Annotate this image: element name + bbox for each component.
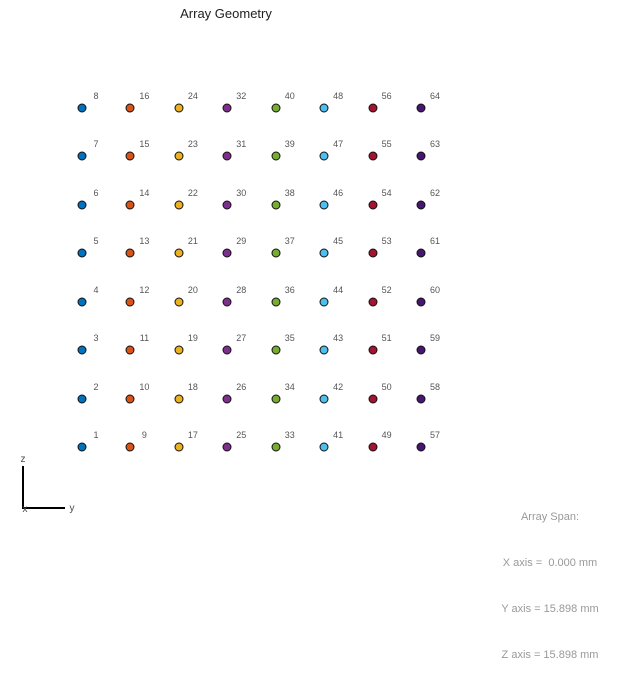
array-element-number: 63 (429, 139, 441, 150)
array-element-marker (223, 443, 232, 452)
axis-triad (0, 440, 95, 520)
array-element-number: 39 (284, 139, 295, 150)
array-element-marker (417, 394, 426, 403)
array-element-marker (126, 249, 135, 258)
array-element-marker (417, 103, 426, 112)
array-element-number: 33 (284, 430, 295, 440)
array-element-number: 54 (381, 187, 392, 198)
array-element-number: 36 (284, 284, 295, 295)
array-element-marker (368, 394, 377, 403)
array-element-number: 59 (429, 333, 441, 344)
array-element-marker (223, 103, 232, 112)
array-element-number: 20 (187, 284, 198, 295)
array-element-marker (417, 249, 426, 258)
array-element-number: 46 (333, 187, 344, 198)
array-element-number: 43 (333, 333, 344, 344)
array-element-marker (271, 297, 280, 306)
array-element-marker (78, 346, 87, 355)
array-element-number: 22 (187, 187, 198, 198)
array-element-marker (223, 346, 232, 355)
array-element-marker (174, 152, 183, 161)
array-element-marker (174, 200, 183, 209)
array-element-number: 64 (429, 90, 441, 101)
array-element-marker (126, 152, 135, 161)
array-element-number: 29 (236, 236, 247, 247)
array-element-number: 37 (284, 236, 295, 247)
array-element-marker (126, 443, 135, 452)
array-element-number: 44 (333, 284, 344, 295)
array-element-number: 32 (236, 90, 247, 101)
array-element-marker (78, 200, 87, 209)
array-element-marker (320, 394, 329, 403)
array-element-number: 18 (187, 381, 198, 392)
array-element-marker (417, 346, 426, 355)
array-element-marker (417, 152, 426, 161)
array-element-marker (78, 249, 87, 258)
array-span-annotation (493, 479, 607, 695)
array-element-number: 4 (93, 284, 99, 295)
array-element-number: 62 (429, 187, 441, 198)
array-element-marker (78, 394, 87, 403)
array-element-number: 9 (141, 430, 147, 440)
array-element-marker (320, 297, 329, 306)
axis-label-x: x (22, 504, 28, 515)
array-element-number: 17 (187, 430, 198, 440)
array-element-marker (223, 394, 232, 403)
array-element-marker (271, 346, 280, 355)
array-element-number: 41 (333, 430, 344, 440)
array-element-marker (174, 394, 183, 403)
array-element-marker (368, 200, 377, 209)
array-element-number: 15 (139, 139, 150, 150)
array-element-number: 35 (284, 333, 295, 344)
array-element-number: 28 (236, 284, 247, 295)
array-element-marker (271, 249, 280, 258)
array-element-marker (320, 346, 329, 355)
array-element-marker (223, 152, 232, 161)
array-element-marker (417, 200, 426, 209)
array-element-marker (320, 200, 329, 209)
array-element-marker (368, 249, 377, 258)
array-element-number: 19 (187, 333, 198, 344)
array-element-marker (320, 103, 329, 112)
array-element-marker (368, 103, 377, 112)
array-element-marker (368, 443, 377, 452)
array-element-number: 58 (429, 381, 441, 392)
array-element-marker (271, 103, 280, 112)
axis-label-y: y (69, 503, 75, 514)
array-element-number: 55 (381, 139, 392, 150)
array-element-number: 42 (333, 381, 344, 392)
array-span-z: Z axis = 15.898 mm (501, 649, 599, 662)
array-element-marker (78, 152, 87, 161)
array-element-number: 12 (139, 284, 150, 295)
array-element-number: 7 (93, 139, 99, 150)
array-element-marker (174, 443, 183, 452)
array-element-number: 26 (236, 381, 247, 392)
array-element-marker (223, 297, 232, 306)
array-element-marker (78, 103, 87, 112)
array-element-number: 53 (381, 236, 392, 247)
array-element-marker (174, 249, 183, 258)
array-element-marker (174, 297, 183, 306)
array-element-marker (126, 346, 135, 355)
array-element-marker (174, 346, 183, 355)
array-element-number: 56 (381, 90, 392, 101)
array-element-number: 14 (139, 187, 150, 198)
array-element-marker (271, 200, 280, 209)
array-element-number: 21 (187, 236, 198, 247)
array-element-number: 45 (333, 236, 344, 247)
array-element-marker (271, 152, 280, 161)
array-element-marker (78, 297, 87, 306)
array-element-number: 3 (93, 333, 99, 344)
array-element-number: 52 (381, 284, 392, 295)
array-element-number: 23 (187, 139, 198, 150)
array-element-number: 48 (333, 90, 344, 101)
array-element-number: 6 (93, 187, 99, 198)
array-element-marker (271, 394, 280, 403)
array-element-number: 1 (93, 430, 99, 440)
array-element-marker (271, 443, 280, 452)
array-element-number: 24 (187, 90, 198, 101)
array-element-marker (223, 249, 232, 258)
array-element-number: 13 (139, 236, 150, 247)
array-span-x: X axis = 0.000 mm (502, 557, 598, 570)
array-element-number: 57 (429, 430, 441, 440)
array-element-number: 51 (381, 333, 392, 344)
axis-label-z: z (20, 454, 26, 465)
array-element-marker (126, 103, 135, 112)
array-element-number: 50 (381, 381, 392, 392)
array-element-number: 60 (429, 284, 441, 295)
array-element-number: 25 (236, 430, 247, 440)
array-element-number: 61 (429, 236, 441, 247)
array-element-number: 11 (139, 333, 150, 344)
array-element-marker (126, 394, 135, 403)
array-element-marker (417, 297, 426, 306)
plot-title: Array Geometry (180, 6, 272, 21)
array-element-number: 10 (139, 381, 150, 392)
array-element-number: 5 (93, 236, 99, 247)
array-element-number: 30 (236, 187, 247, 198)
array-span-y: Y axis = 15.898 mm (501, 603, 599, 616)
array-span-heading: Array Span: (520, 510, 580, 523)
array-element-marker (126, 297, 135, 306)
array-element-marker (368, 346, 377, 355)
array-element-marker (320, 443, 329, 452)
array-element-number: 47 (333, 139, 344, 150)
array-element-marker (368, 152, 377, 161)
array-element-number: 49 (381, 430, 392, 440)
array-element-number: 27 (236, 333, 247, 344)
array-element-marker (368, 297, 377, 306)
array-element-number: 2 (93, 381, 99, 392)
array-element-number: 34 (284, 381, 295, 392)
array-element-number: 16 (139, 90, 150, 101)
array-element-marker (126, 200, 135, 209)
array-element-number: 40 (284, 90, 295, 101)
array-element-marker (174, 103, 183, 112)
array-element-marker (320, 249, 329, 258)
array-element-marker (320, 152, 329, 161)
array-element-number: 8 (93, 90, 99, 101)
array-element-marker (223, 200, 232, 209)
array-element-number: 38 (284, 187, 295, 198)
array-element-marker (417, 443, 426, 452)
array-element-number: 31 (236, 139, 247, 150)
